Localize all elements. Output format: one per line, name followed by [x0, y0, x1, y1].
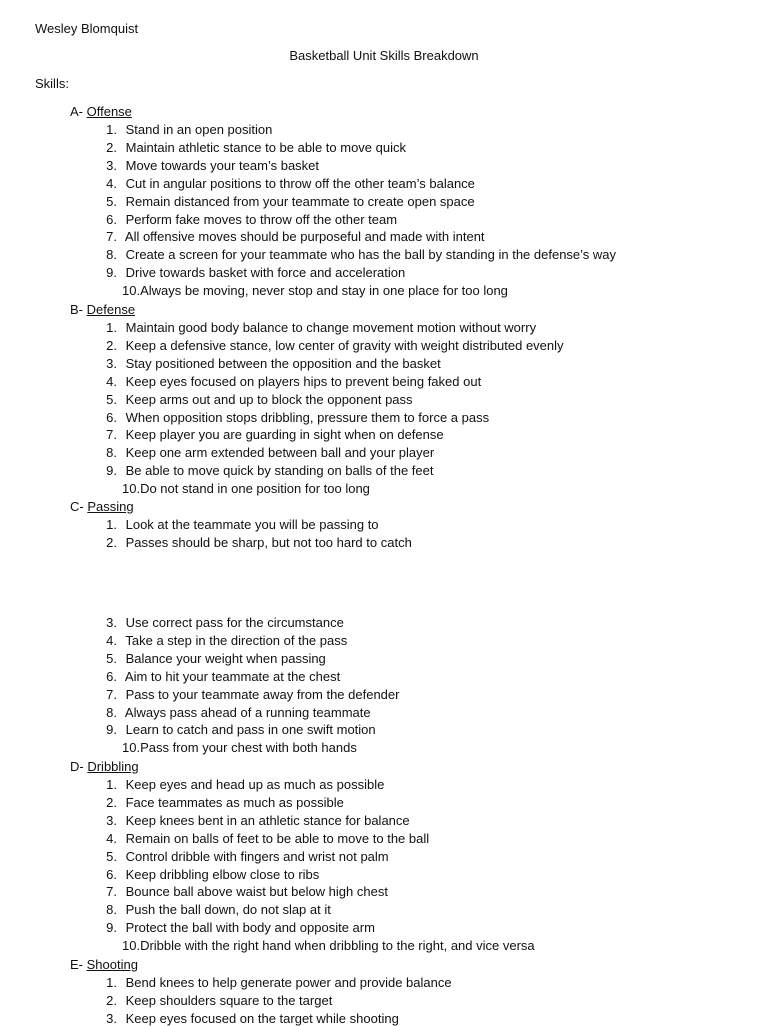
list-item-text: Keep eyes focused on the target while shooting: [122, 1010, 399, 1026]
list-item: [97, 777, 384, 792]
list-item-text: Cut in angular positions to throw off the other team’s balance: [122, 175, 475, 191]
list-item-number: 4.: [106, 175, 117, 191]
list-item: [97, 687, 399, 702]
list-item-text: Drive towards basket with force and acceleration: [122, 265, 406, 281]
list-item-number: 7.: [106, 427, 117, 443]
list-item-text: Maintain good body balance to change movement motion without worry: [122, 320, 537, 335]
list-item-number: 6.: [106, 211, 117, 227]
list-item-number: 9.: [106, 722, 117, 738]
list-item-text: Keep eyes and head up as much as possible: [122, 777, 385, 792]
list-item-text: Keep one arm extended between ball and your player: [122, 445, 435, 461]
section-heading-shooting: [70, 957, 138, 972]
section-letter: A-: [70, 104, 87, 119]
list-item: [97, 122, 272, 137]
list-item: [97, 140, 406, 155]
list-item-text: Stand in an open position: [122, 122, 273, 137]
list-item-number: 8.: [106, 247, 117, 263]
list-item-number: 7.: [106, 884, 117, 900]
list-item: [97, 374, 481, 389]
list-item-text: Pass from your chest with both hands: [140, 740, 357, 756]
list-item-number: 8.: [106, 902, 117, 918]
list-item-text: Create a screen for your teammate who has the ball by standing in the defense’s way: [122, 247, 617, 263]
list-item-number: 9.: [106, 463, 117, 479]
list-item: [97, 615, 344, 630]
list-item-number: 10.: [122, 938, 141, 954]
section-letter: D-: [70, 759, 88, 774]
list-item-text: Pass to your teammate away from the defender: [122, 686, 400, 702]
list-item-number: 2.: [106, 794, 117, 810]
list-item-number: 4.: [106, 373, 117, 389]
list-item: [97, 194, 475, 209]
list-item-number: 6.: [106, 409, 117, 425]
list-item-text: Balance your weight when passing: [122, 650, 326, 666]
list-item-number: 9.: [106, 920, 117, 936]
list-item: [97, 867, 319, 882]
list-item-text: Remain distanced from your teammate to create open space: [122, 193, 475, 209]
list-item-text: Move towards your team’s basket: [122, 157, 320, 173]
list-item-number: 1.: [106, 975, 117, 990]
list-item-text: Always be moving, never stop and stay in one place for too long: [140, 283, 508, 299]
list-item-text: Protect the ball with body and opposite arm: [122, 920, 375, 936]
list-item-text: Stay positioned between the opposition and the basket: [122, 355, 441, 371]
section-name: Defense: [86, 302, 136, 317]
list-item-number: 3.: [106, 812, 117, 828]
list-item-text: When opposition stops dribbling, pressure them to force a pass: [122, 409, 490, 425]
list-item-number: 9.: [106, 265, 117, 281]
list-item: [97, 517, 379, 532]
list-item: [97, 795, 344, 810]
section-letter: C-: [70, 499, 88, 514]
section-name: Passing: [87, 499, 134, 514]
list-item: [97, 212, 397, 227]
list-item: [97, 176, 475, 191]
list-item-text: Dribble with the right hand when dribbling to the right, and vice versa: [140, 938, 535, 954]
section-name: Dribbling: [87, 759, 139, 774]
list-item-text: Keep a defensive stance, low center of gravity with weight distributed evenly: [122, 337, 564, 353]
list-item-number: 3.: [106, 615, 117, 630]
list-item-number: 1.: [106, 517, 117, 532]
list-item: [97, 247, 616, 262]
list-item-number: 1.: [106, 777, 117, 792]
list-item-number: 7.: [106, 229, 117, 245]
list-item-text: Take a step in the direction of the pass: [122, 632, 348, 648]
list-item: [97, 813, 410, 828]
list-item: [97, 920, 375, 935]
list-item-text: Perform fake moves to throw off the other team: [122, 211, 398, 227]
list-item: [97, 158, 319, 173]
list-item-text: Control dribble with fingers and wrist not palm: [122, 848, 389, 864]
list-item-text: Look at the teammate you will be passing to: [122, 517, 379, 532]
list-item-number: 3.: [106, 355, 117, 371]
document-title: Basketball Unit Skills Breakdown: [289, 48, 479, 63]
list-item: [97, 831, 429, 846]
list-item-text: Face teammates as much as possible: [122, 794, 344, 810]
list-item: [122, 938, 535, 953]
section-heading-offense: [70, 104, 132, 119]
section-heading-dribbling: [70, 759, 139, 774]
list-item-number: 8.: [106, 704, 117, 720]
list-item-text: Keep player you are guarding in sight when on defense: [122, 427, 444, 443]
list-item: [97, 633, 347, 648]
list-item-number: 5.: [106, 848, 117, 864]
list-item-text: Aim to hit your teammate at the chest: [122, 668, 341, 684]
section-name: Offense: [86, 104, 132, 119]
list-item: [97, 410, 489, 425]
list-item: [97, 535, 412, 550]
list-item: [97, 884, 388, 899]
section-heading-passing: [70, 499, 134, 514]
list-item-text: Remain on balls of feet to be able to move to the ball: [122, 830, 430, 846]
list-item: [97, 338, 564, 353]
list-item-text: Bounce ball above waist but below high chest: [122, 884, 388, 900]
list-item: [97, 320, 536, 335]
list-item: [97, 849, 389, 864]
section-letter: E-: [70, 957, 87, 972]
list-item: [97, 669, 340, 684]
list-item-text: Use correct pass for the circumstance: [122, 615, 344, 630]
list-item: [97, 427, 444, 442]
list-item: [97, 651, 326, 666]
list-item-text: Keep arms out and up to block the opponent pass: [122, 391, 413, 407]
list-item-number: 1.: [106, 122, 117, 137]
list-item-text: Maintain athletic stance to be able to move quick: [122, 139, 406, 155]
section-letter: B-: [70, 302, 87, 317]
author-name: Wesley Blomquist: [35, 21, 139, 36]
list-item-number: 2.: [106, 139, 117, 155]
list-item: [97, 993, 332, 1008]
list-item: [97, 722, 376, 737]
list-item-number: 2.: [106, 337, 117, 353]
list-item: [122, 283, 508, 298]
list-item-number: 2.: [106, 534, 117, 550]
list-item-text: All offensive moves should be purposeful and made with intent: [122, 229, 485, 245]
skills-label: Skills:: [35, 76, 69, 91]
list-item: [97, 229, 485, 244]
section-heading-defense: [70, 302, 135, 317]
list-item-number: 5.: [106, 650, 117, 666]
list-item-text: Do not stand in one position for too long: [140, 481, 370, 497]
list-item: [122, 481, 370, 496]
list-item-text: Keep knees bent in an athletic stance for balance: [122, 812, 410, 828]
list-item-text: Always pass ahead of a running teammate: [122, 704, 371, 720]
list-item-text: Bend knees to help generate power and provide balance: [122, 975, 452, 990]
list-item-text: Push the ball down, do not slap at it: [122, 902, 331, 918]
list-item-text: Passes should be sharp, but not too hard to catch: [122, 534, 412, 550]
list-item-number: 5.: [106, 193, 117, 209]
list-item: [122, 740, 357, 755]
list-item: [97, 705, 371, 720]
list-item: [97, 265, 405, 280]
list-item: [97, 902, 331, 917]
list-item-text: Keep shoulders square to the target: [122, 992, 333, 1008]
list-item-number: 3.: [106, 157, 117, 173]
list-item-number: 7.: [106, 686, 117, 702]
list-item: [97, 392, 413, 407]
list-item-text: Keep dribbling elbow close to ribs: [122, 866, 320, 882]
list-item: [97, 356, 441, 371]
list-item-number: 6.: [106, 668, 117, 684]
list-item-number: 4.: [106, 632, 117, 648]
list-item-number: 4.: [106, 830, 117, 846]
list-item-text: Be able to move quick by standing on balls of the feet: [122, 463, 434, 479]
list-item: [97, 445, 434, 460]
list-item-number: 5.: [106, 391, 117, 407]
list-item-number: 2.: [106, 992, 117, 1008]
list-item-number: 10.: [122, 740, 141, 756]
list-item-text: Learn to catch and pass in one swift motion: [122, 722, 376, 738]
list-item-number: 10.: [122, 283, 141, 299]
list-item-number: 8.: [106, 445, 117, 461]
list-item-number: 1.: [106, 320, 117, 335]
list-item-number: 10.: [122, 481, 141, 497]
list-item: [97, 463, 433, 478]
section-name: Shooting: [86, 957, 138, 972]
list-item-number: 6.: [106, 866, 117, 882]
list-item: [97, 975, 452, 990]
list-item-text: Keep eyes focused on players hips to prevent being faked out: [122, 373, 482, 389]
list-item-number: 3.: [106, 1010, 117, 1026]
